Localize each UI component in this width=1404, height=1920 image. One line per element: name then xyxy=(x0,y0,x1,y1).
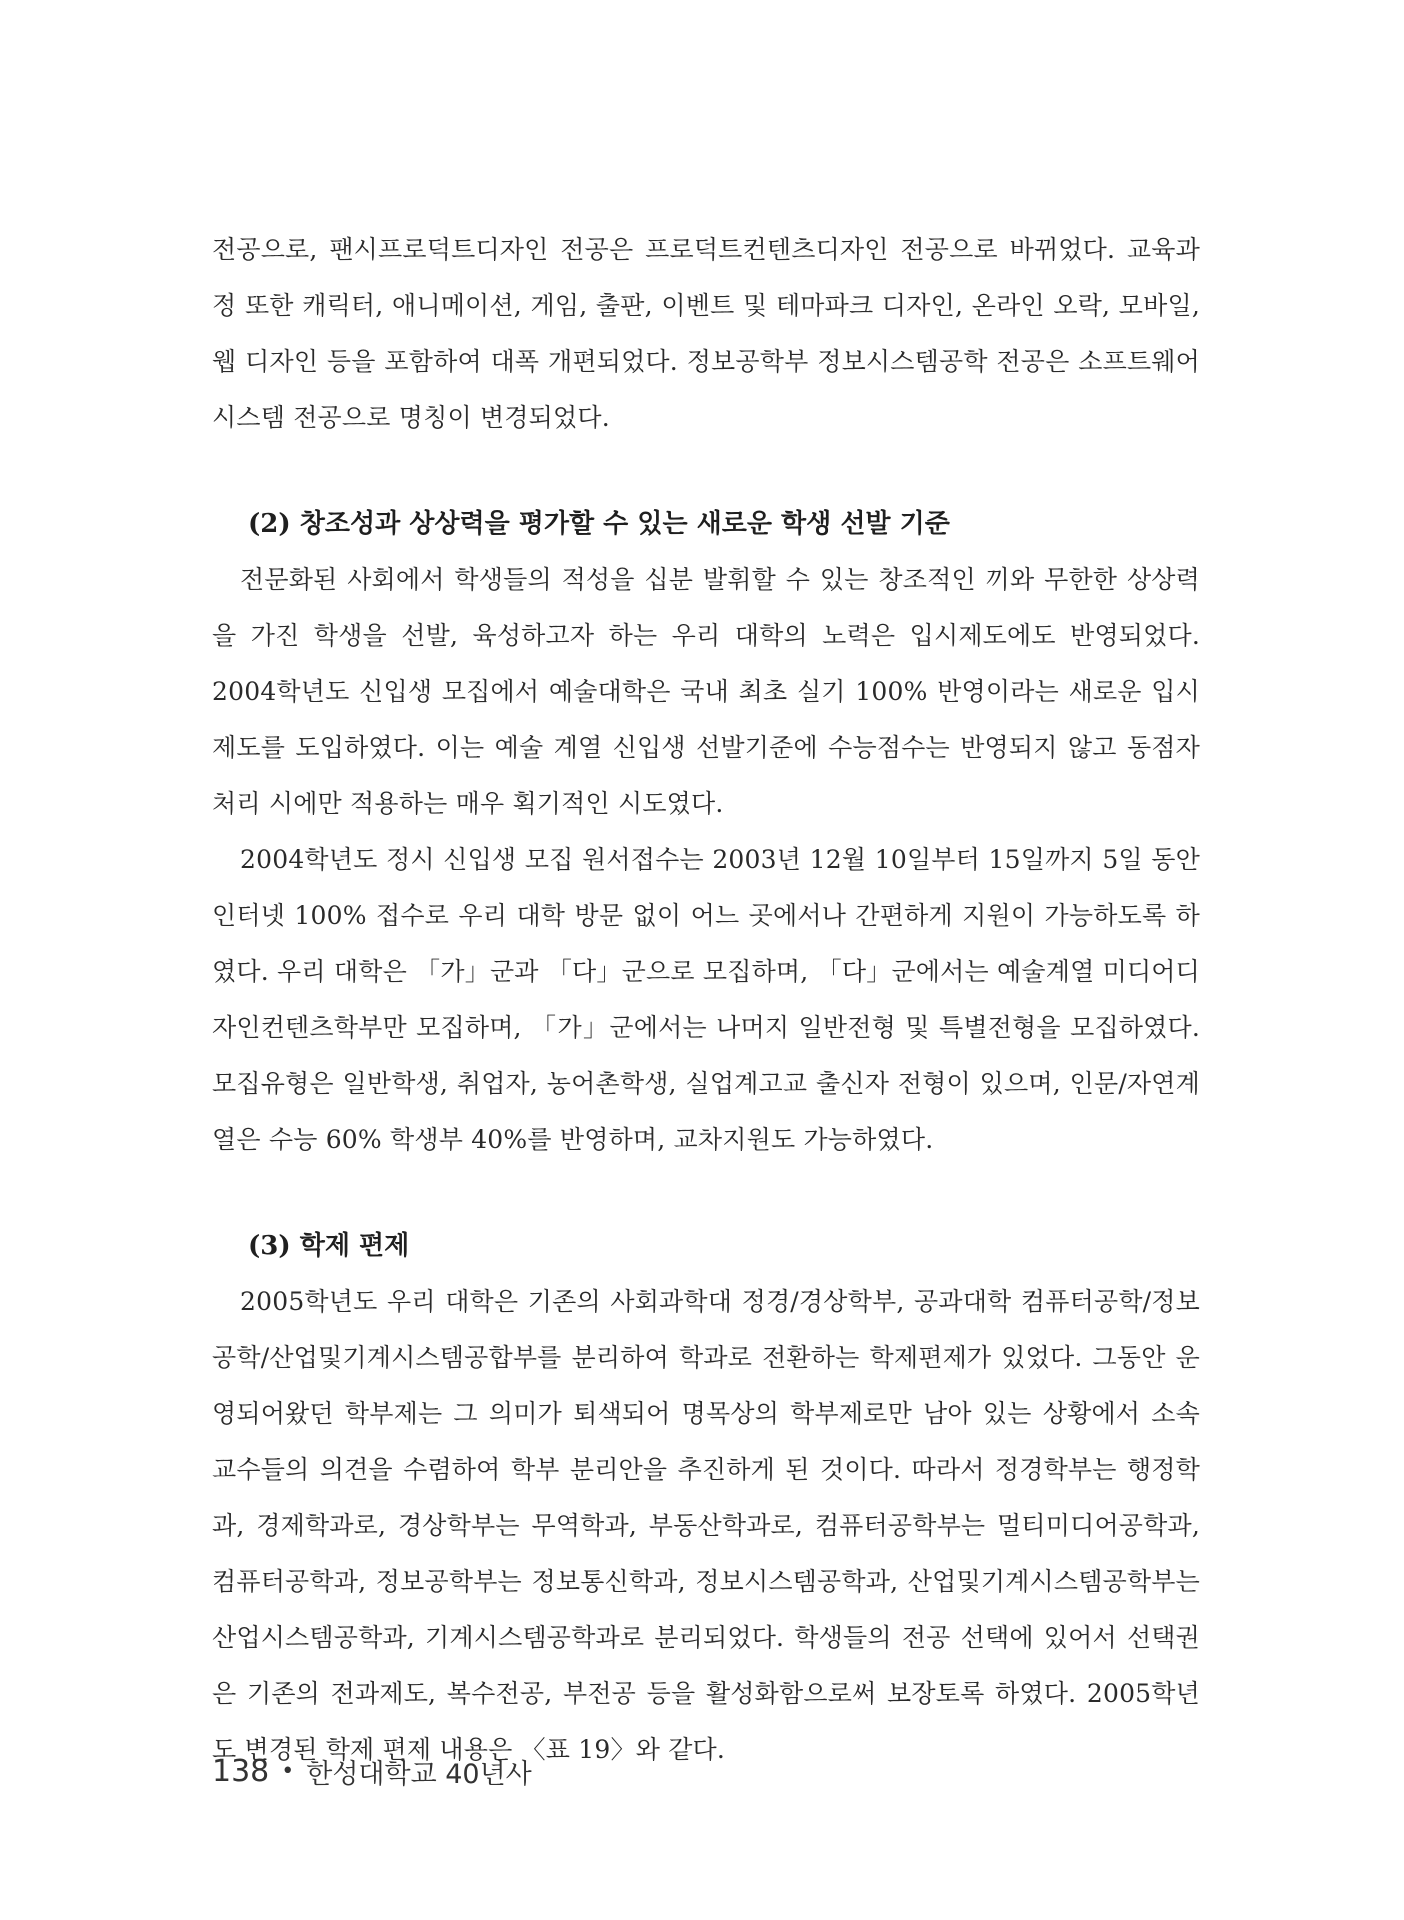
section-3-heading: (3) 학제 편제 xyxy=(248,1231,410,1261)
page-number: 138 xyxy=(212,1754,270,1789)
section-2-paragraph-1: 전문화된 사회에서 학생들의 적성을 십분 발휘할 수 있는 창조적인 끼와 무한한 상상력을 가진 학생을 선발, 육성하고자 하는 우리 대학의 노력은 입시제도에도 반영되었다. 2004학년도 신입생 모집에서 예술대학은 국내 최초 실기 100% 반영이라는 새로운 입시 제도를 도입하였다. 이는 예술 계열 신입생 선발기준에 수능점수는 반영되지 않고 동점자 처리 시에만 적용하는 매우 획기적인 시도였다. xyxy=(212,565,1200,818)
page-body xyxy=(212,222,1200,1778)
page-footer xyxy=(212,1752,532,1791)
section-2-heading: (2) 창조성과 상상력을 평가할 수 있는 새로운 학생 선발 기준 xyxy=(248,509,950,539)
section-3-paragraph-1: 2005학년도 우리 대학은 기존의 사회과학대 정경/경상학부, 공과대학 컴퓨터공학/정보공학/산업및기계시스템공합부를 분리하여 학과로 전환하는 학제편제가 있었다. 그동안 운영되어왔던 학부제는 그 의미가 퇴색되어 명목상의 학부제로만 남아 있는 상황에서 소속 교수들의 의견을 수렴하여 학부 분리안을 추진하게 된 것이다. 따라서 정경학부는 행정학과, 경제학과로, 경상학부는 무역학과, 부동산학과로, 컴퓨터공학부는 멀티미디어공학과, 컴퓨터공학과, 정보공학부는 정보통신학과, 정보시스템공학과, 산업및기계시스템공학부는 산업시스템공학과, 기계시스템공학과로 분리되었다. 학생들의 전공 선택에 있어서 선택권은 기존의 전과제도, 복수전공, 부전공 등을 활성화함으로써 보장토록 하였다. 2005학년도 변경된 학제 편제 내용은 〈표 19〉와 같다. xyxy=(212,1287,1200,1764)
book-title: 한성대학교 40년사 xyxy=(306,1759,532,1790)
footer-bullet: • xyxy=(281,1759,295,1784)
intro-paragraph: 전공으로, 팬시프로덕트디자인 전공은 프로덕트컨텐츠디자인 전공으로 바뀌었다. 교육과정 또한 캐릭터, 애니메이션, 게임, 출판, 이벤트 및 테마파크 디자인, 온라인 오락, 모바일, 웹 디자인 등을 포함하여 대폭 개편되었다. 정보공학부 정보시스템공학 전공은 소프트웨어시스템 전공으로 명칭이 변경되었다. xyxy=(212,235,1200,432)
section-2-paragraph-2: 2004학년도 정시 신입생 모집 원서접수는 2003년 12월 10일부터 15일까지 5일 동안 인터넷 100% 접수로 우리 대학 방문 없이 어느 곳에서나 간편하게 지원이 가능하도록 하였다. 우리 대학은 「가」군과 「다」군으로 모집하며, 「다」군에서는 예술계열 미디어디자인컨텐츠학부만 모집하며, 「가」군에서는 나머지 일반전형 및 특별전형을 모집하였다. 모집유형은 일반학생, 취업자, 농어촌학생, 실업계고교 출신자 전형이 있으며, 인문/자연계열은 수능 60% 학생부 40%를 반영하며, 교차지원도 가능하였다. xyxy=(212,845,1201,1154)
